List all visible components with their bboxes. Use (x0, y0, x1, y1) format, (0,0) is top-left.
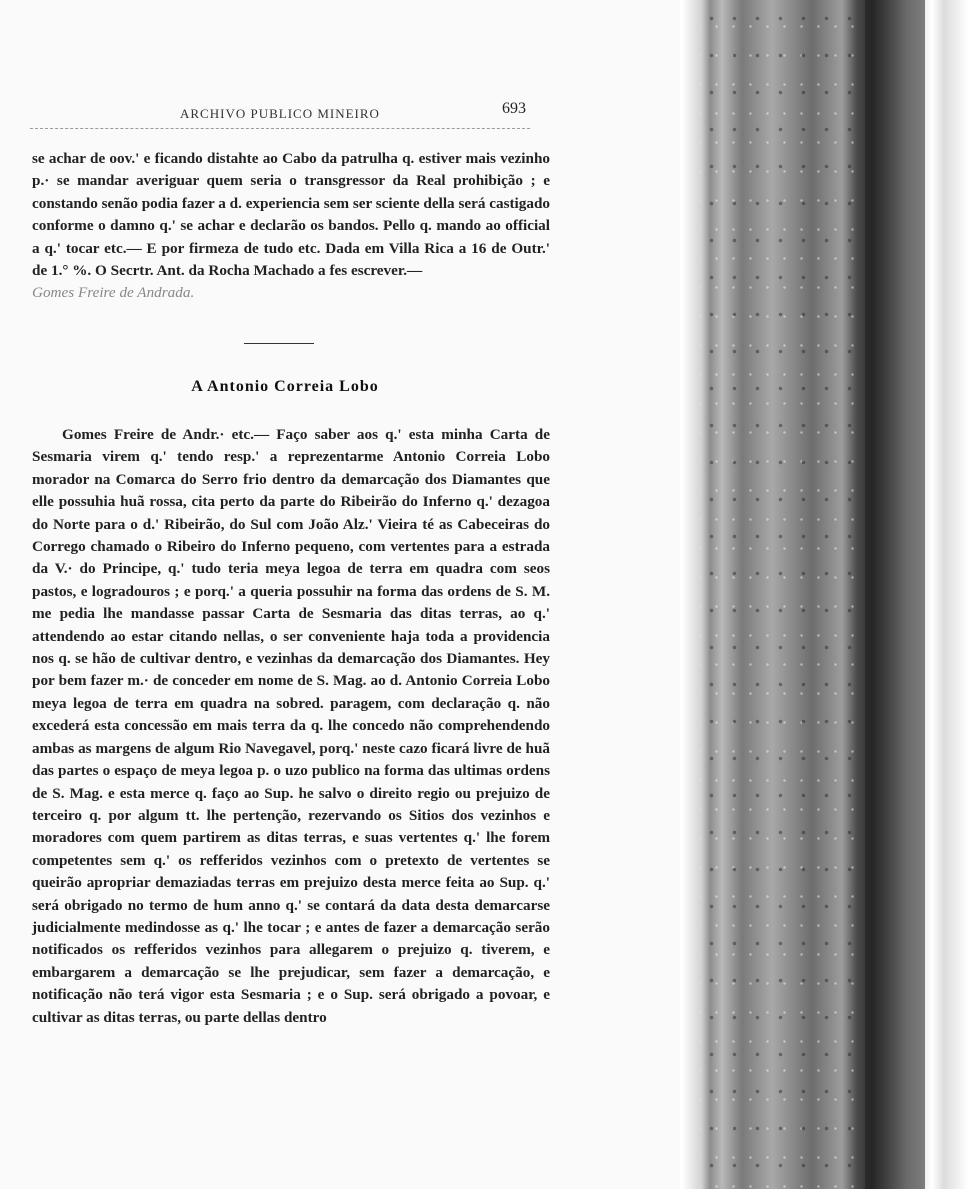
page-number: 693 (502, 100, 526, 117)
section-text-block (32, 424, 550, 1029)
section-separator (244, 343, 314, 344)
header-rule (30, 128, 530, 129)
continued-paragraph: se achar de oov.' e ficando distahte ao Cabo da patrulha q. estiver mais vezinho p.· se mandar averiguar quem seria o transgressor da Real prohibição ; e constando senão podia fazer a d. experiencia sem ser sciente della será castigado conforme o damno q.' se achar e declarão os bandos. Pello q. mando ao official a q.' tocar etc.— E por firmeza de tudo etc. Dada em Villa Rica a 16 de Outr.' de 1.° %. O Secrtr. Ant. da Rocha Machado a fes escrever.— (32, 150, 550, 280)
section-paragraph: Gomes Freire de Andr.· etc.— Faço saber aos q.' esta minha Carta de Sesmaria virem q.' tendo resp.' a reprezentarme Antonio Correia Lobo morador na Comarca do Serro frio dentro da demarcação dos Diamantes que elle possuhia huã rossa, cita perto da parte do Ribeirão do Inferno q.' dezagoa do Norte para o d.' Ribeirão, do Sul com João Alz.' Vieira té as Cabeceiras do Corrego chamado o Ribeiro do Inferno pequeno, com vertentes para a estrada da V.· do Principe, q.' tudo teria meya legoa de terra em quadra com seos pastos, e logradouros ; e porq.' a queria possuhir na forma das ordens de S. M. me pedia lhe mandasse passar Carta de Sesmaria das ditas terras, ao q.' attendendo ao estar citando nellas, o ser conveniente haja toda a providencia nos q. se hão de cultivar dentro, e vezinhas da demarcação dos Diamantes. Hey por bem fazer m.· de conceder em nome de S. Mag. ao d. Antonio Correia Lobo meya legoa de terra em quadra na sobred. paragem, com declaração q. não excederá esta concessão em mais terra da q. lhe concedo não comprehendendo ambas as margens de algum Rio Navegavel, porq.' neste cazo ficará livre de huã das partes o espaço de meya legoa p. o uzo publico na forma das ultimas ordens de S. Mag. e esta merce q. faço ao Sup. he salvo o direito regio ou prejuizo de terceiro q. por algum tt. lhe pertenção, rezervando os Sitios dos vezinhos e moradores com quem partirem as ditas terras, e suas vertentes q.' lhe forem competentes sem q.' os refferidos vezinhos com o pretexto de vertentes se queirão apropriar demaziadas terras em prejuizo desta merce feita ao Sup. q.' será obrigado no termo de hum anno q.' se contará da data desta demarcarse judicialmente medindosse as q.' lhe tocar ; e antes de fazer a demarcação serão notificados os refferidos vezinhos para allegarem o prejuizo q. tiverem, e embargarem a demarcação se lhe prejudicar, sem fazer a demarcação, e notificação não terá vigor esta Sesmaria ; e o Sup. será obrigado a povoar, e cultivar as ditas terras, ou parte dellas dentro (32, 426, 550, 1026)
spine-texture (700, 0, 860, 1189)
signature: Gomes Freire de Andrada. (32, 284, 195, 302)
spine-shadow (865, 0, 925, 1189)
running-title: ARCHIVO PUBLICO MINEIRO (180, 106, 380, 121)
section-heading: A Antonio Correia Lobo (191, 378, 379, 395)
continued-text-block (32, 148, 550, 305)
page-header (30, 100, 540, 124)
